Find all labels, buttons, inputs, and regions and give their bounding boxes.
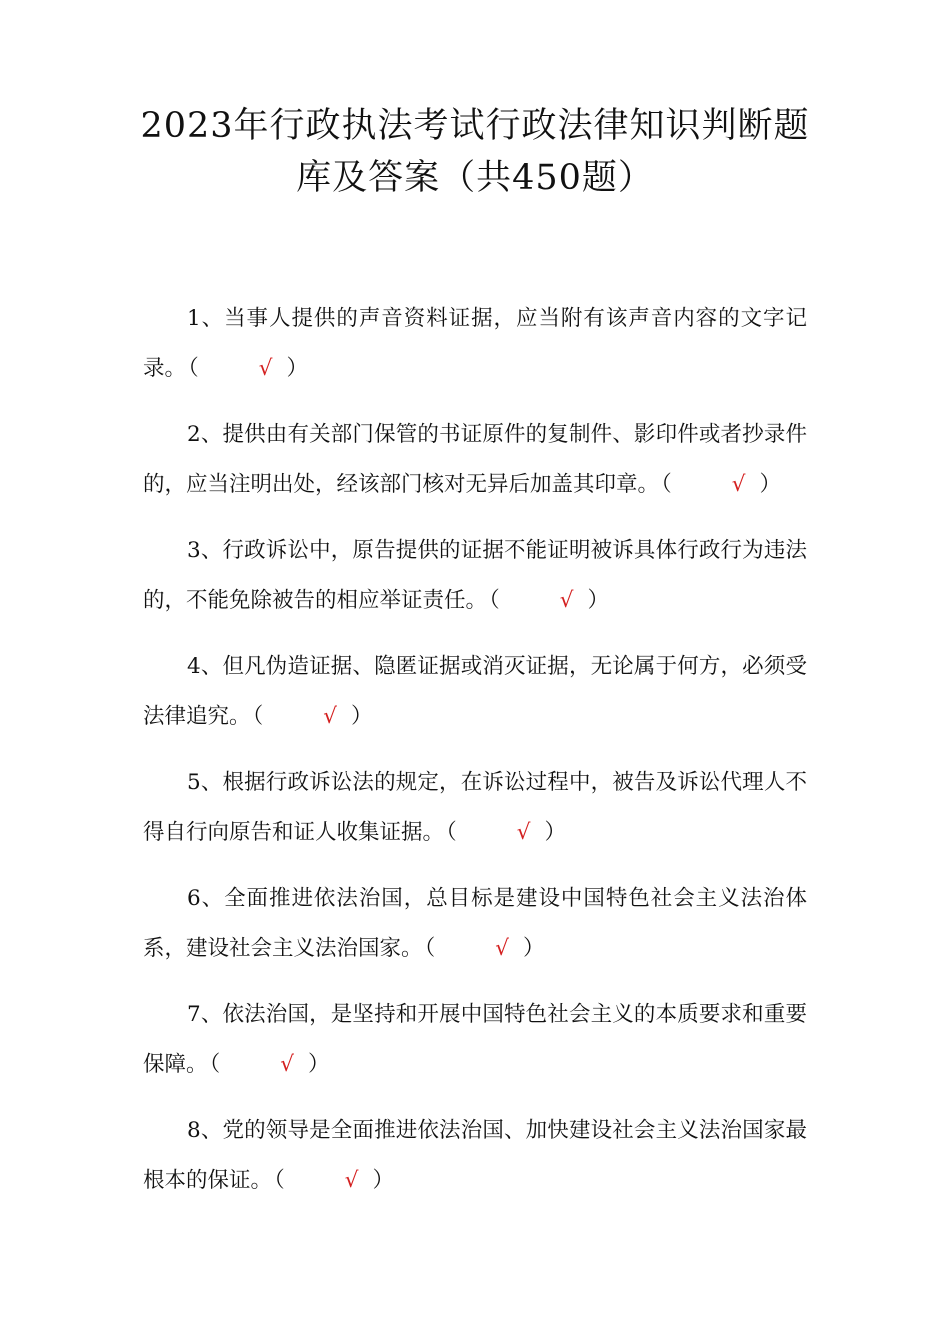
question-text: 全面推进依法治国，总目标是建设中国特色社会主义法治体系，建设社会主义法治国家。 (143, 886, 807, 961)
answer-open-paren: （ (209, 1052, 221, 1077)
question-text: 行政诉讼中，原告提供的证据不能证明被诉具体行政行为违法的，不能免除被告的相应举证责任。 (143, 538, 807, 613)
question-item (143, 410, 807, 510)
question-number: 1、 (187, 306, 225, 331)
answer-open-paren: （ (252, 704, 264, 729)
question-item (143, 990, 807, 1090)
question-number: 7、 (187, 1002, 223, 1027)
answer-open-paren: （ (274, 1168, 285, 1193)
title-line-1: 2023年行政执法考试行政法律知识判断题 (140, 106, 810, 146)
question-number: 6、 (187, 886, 225, 911)
question-number: 2、 (187, 422, 223, 447)
answer-close-paren: ） (544, 820, 566, 845)
question-number: 3、 (187, 538, 223, 563)
question-item (143, 526, 807, 626)
answer-check-mark: √ (323, 704, 337, 729)
answer-close-paren: ） (286, 356, 308, 381)
question-text: 当事人提供的声音资料证据，应当附有该声音内容的文字记录。 (143, 306, 807, 381)
answer-close-paren: ） (587, 588, 609, 613)
answer-open-paren: （ (489, 588, 500, 613)
answer-check-mark: √ (344, 1168, 359, 1193)
answer-check-mark: √ (258, 356, 273, 381)
answer-open-paren: （ (446, 820, 457, 845)
answer-check-mark: √ (516, 820, 531, 845)
document-title (120, 100, 830, 204)
question-number: 5、 (187, 770, 223, 795)
question-item (143, 642, 807, 742)
answer-check-mark: √ (280, 1052, 294, 1077)
question-item (143, 294, 807, 394)
question-text: 依法治国，是坚持和开展中国特色社会主义的本质要求和重要保障。 (143, 1002, 807, 1077)
answer-close-paren: ） (307, 1052, 330, 1077)
answer-close-paren: ） (372, 1168, 394, 1193)
question-text: 但凡伪造证据、隐匿证据或消灭证据，无论属于何方，必须受法律追究。 (143, 654, 807, 729)
answer-check-mark: √ (731, 472, 746, 497)
answer-close-paren: ） (522, 936, 545, 961)
answer-open-paren: （ (661, 472, 672, 497)
answer-check-mark: √ (495, 936, 509, 961)
question-item (143, 874, 807, 974)
question-list (143, 294, 807, 1222)
title-line-2: 库及答案（共450题） (296, 158, 654, 198)
question-text: 党的领导是全面推进依法治国、加快建设社会主义法治国家最根本的保证。 (143, 1118, 807, 1193)
question-text: 提供由有关部门保管的书证原件的复制件、影印件或者抄录件的，应当注明出处，经该部门核对无异后加盖其印章。 (143, 422, 807, 497)
question-text: 根据行政诉讼法的规定，在诉讼过程中，被告及诉讼代理人不得自行向原告和证人收集证据。 (143, 770, 807, 845)
question-number: 4、 (187, 654, 223, 679)
question-number: 8、 (187, 1118, 223, 1143)
answer-open-paren: （ (188, 356, 199, 381)
answer-open-paren: （ (424, 936, 436, 961)
answer-close-paren: ） (759, 472, 781, 497)
question-item (143, 758, 807, 858)
question-item (143, 1106, 807, 1206)
answer-check-mark: √ (559, 588, 574, 613)
answer-close-paren: ） (350, 704, 373, 729)
